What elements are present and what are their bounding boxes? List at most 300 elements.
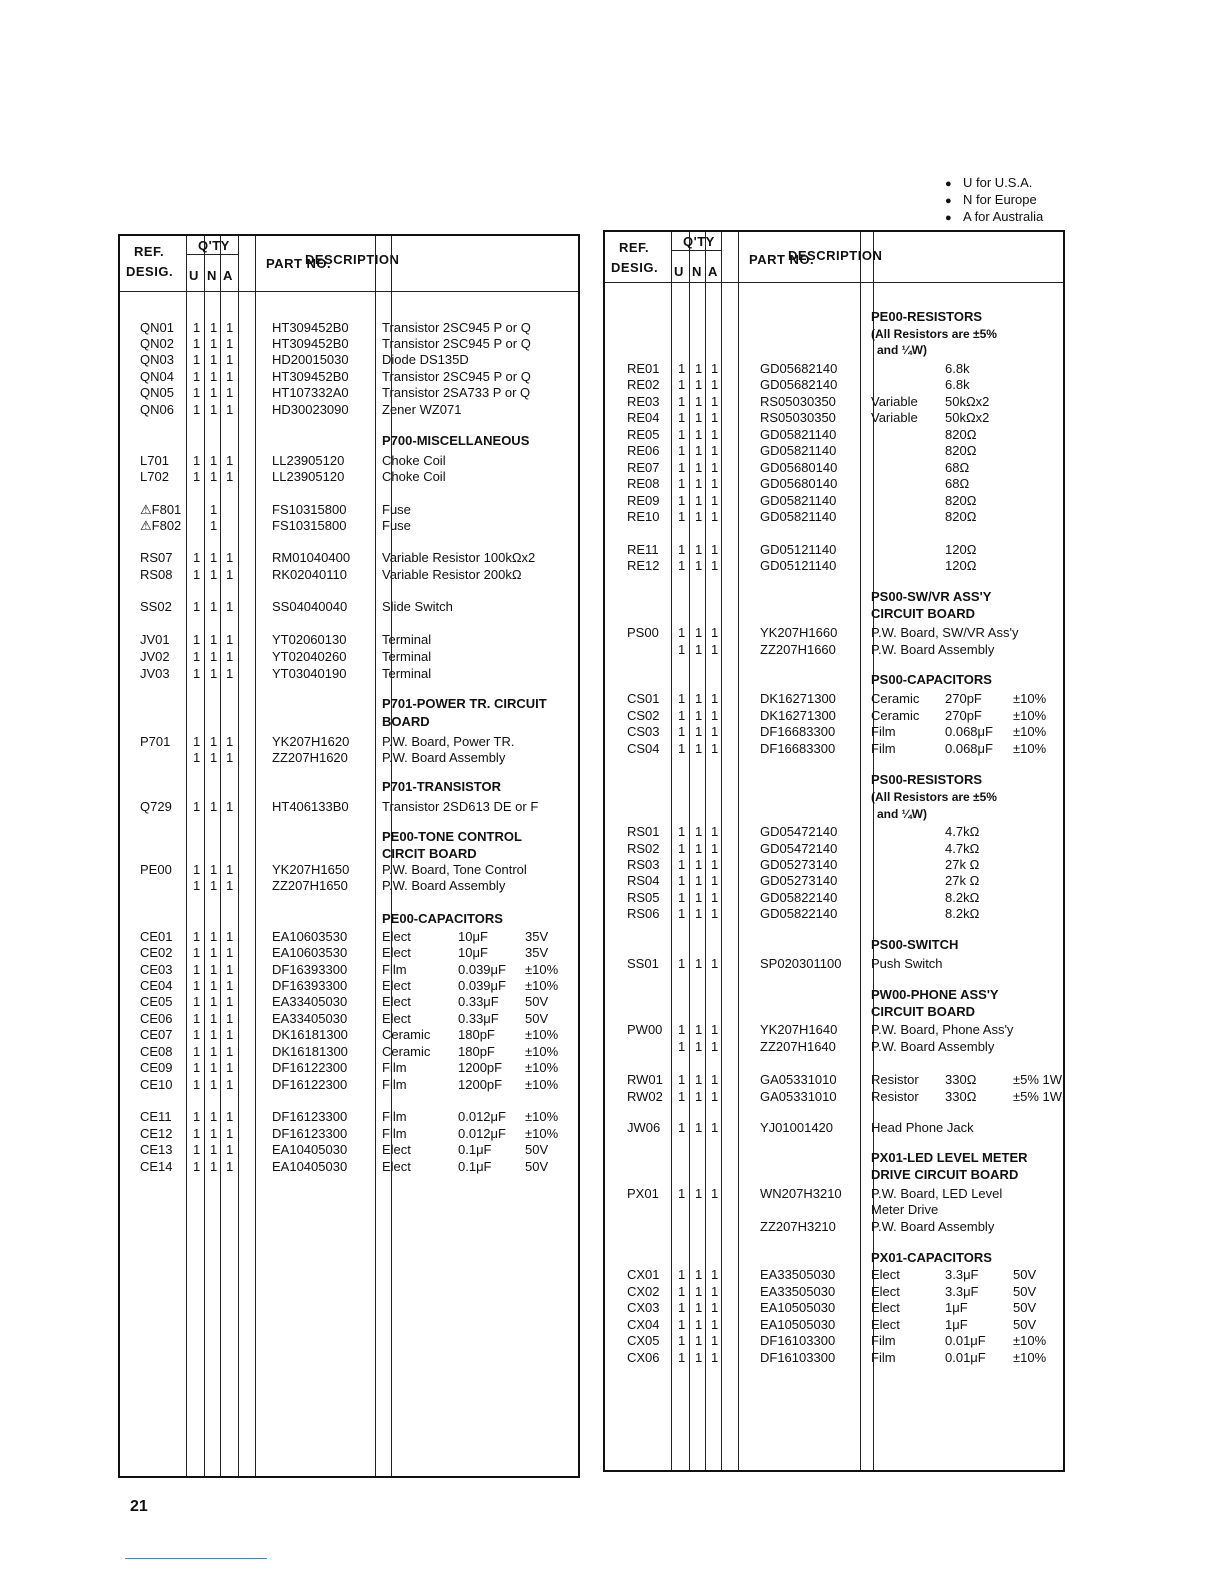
ref-designator: ⚠F802 (140, 518, 182, 533)
table-row (605, 509, 1063, 525)
description: P.W. Board, Tone Control (382, 862, 527, 877)
qty-u: 1 (193, 402, 201, 417)
part-number: ZZ207H1650 (272, 878, 348, 893)
description-type: Ceramic (382, 1027, 431, 1042)
ref-designator: RE04 (627, 410, 660, 425)
qty-n: 1 (695, 1072, 703, 1087)
description: Transistor 2SA733 P or Q (382, 385, 531, 400)
qty-a: 1 (711, 361, 719, 376)
header-desig: DESIG. (611, 260, 659, 275)
qty-u: 1 (678, 857, 686, 872)
description-value: 3.3μF (945, 1284, 979, 1299)
part-number: HT406133B0 (272, 799, 349, 814)
ref-designator: JV01 (140, 632, 170, 647)
part-number: DF16103300 (760, 1350, 836, 1365)
page-number: 21 (130, 1498, 148, 1515)
description-rating: ±10% (525, 1077, 559, 1092)
part-number: RM01040400 (272, 550, 351, 565)
part-number: GD05273140 (760, 873, 838, 888)
ref-designator: RS08 (140, 567, 173, 582)
part-number: GD05821140 (760, 493, 837, 508)
description-value: 1μF (945, 1300, 968, 1315)
part-number: EA33505030 (760, 1284, 836, 1299)
table-row (605, 1300, 1063, 1316)
qty-u: 1 (193, 352, 201, 367)
table-row (605, 691, 1063, 707)
table-row (605, 625, 1063, 641)
part-number: YT02060130 (272, 632, 347, 647)
table-row (605, 476, 1063, 492)
description-type: Elect (382, 945, 411, 960)
qty-a: 1 (711, 642, 719, 657)
description-type: Film (382, 962, 407, 977)
qty-n: 1 (695, 1267, 703, 1282)
description-value: 6.8k (945, 361, 970, 376)
ref-designator: RE06 (627, 443, 660, 458)
ref-designator: SS01 (627, 956, 659, 971)
table-row (605, 394, 1063, 410)
qty-n: 1 (210, 649, 218, 664)
qty-a: 1 (711, 1039, 719, 1054)
qty-n: 1 (210, 1142, 218, 1157)
description-value: 0.068μF (945, 724, 993, 739)
description-value: 820Ω (945, 427, 977, 442)
section-heading: P701-TRANSISTOR (382, 779, 501, 794)
ref-designator: SS02 (140, 599, 172, 614)
qty-n: 1 (210, 1126, 218, 1141)
qty-a: 1 (711, 1022, 719, 1037)
ref-designator: CX05 (627, 1333, 660, 1348)
column-divider (238, 236, 239, 1476)
qty-u: 1 (678, 1267, 686, 1282)
qty-n: 1 (695, 493, 703, 508)
part-number: YT03040190 (272, 666, 347, 681)
qty-u: 1 (678, 625, 686, 640)
description: P.W. Board, Phone Ass'y (871, 1022, 1014, 1037)
description: Meter Drive (871, 1202, 939, 1217)
header-description: DESCRIPTION (305, 252, 400, 267)
description-value: 330Ω (945, 1089, 977, 1104)
ref-designator: QN06 (140, 402, 174, 417)
qty-a: 1 (711, 873, 719, 888)
part-number: DK16271300 (760, 691, 836, 706)
description-value: 1200pF (458, 1060, 503, 1075)
description-type: Film (382, 1077, 407, 1092)
table-row (605, 361, 1063, 377)
legend-item: ● N for Europe (945, 192, 1037, 207)
table-row (605, 1284, 1063, 1300)
header-part: PART NO. (749, 252, 815, 267)
qty-n: 1 (695, 476, 703, 491)
qty-n: 1 (695, 625, 703, 640)
qty-u: 1 (678, 1186, 686, 1201)
description-type: Ceramic (871, 691, 920, 706)
qty-u: 1 (678, 1317, 686, 1332)
qty-u: 1 (678, 1039, 686, 1054)
ref-designator: RE11 (627, 542, 659, 557)
part-number: GD05682140 (760, 361, 838, 376)
qty-u: 1 (193, 1044, 201, 1059)
qty-u: 1 (678, 476, 686, 491)
header-a: A (223, 268, 233, 283)
qty-n: 1 (695, 1186, 703, 1201)
description-value: 1200pF (458, 1077, 503, 1092)
section-heading: P701-POWER TR. CIRCUIT (382, 696, 547, 711)
qty-u: 1 (678, 890, 686, 905)
table-row (605, 558, 1063, 574)
ref-designator: CE12 (140, 1126, 173, 1141)
ref-designator: RW02 (627, 1089, 663, 1104)
description-value: 3.3μF (945, 1267, 979, 1282)
column-divider (255, 236, 256, 1476)
qty-u: 1 (193, 750, 201, 765)
table-row (605, 841, 1063, 857)
qty-a: 1 (226, 666, 234, 681)
header-rule (120, 291, 578, 292)
part-number: DF16683300 (760, 741, 836, 756)
description-value: 8.2kΩ (945, 890, 980, 905)
ref-designator: QN02 (140, 336, 174, 351)
qty-n: 1 (210, 994, 218, 1009)
column-divider (375, 236, 376, 1476)
table-row (120, 1077, 578, 1093)
part-number: EA10505030 (760, 1300, 836, 1315)
qty-a: 1 (226, 799, 234, 814)
qty-u: 1 (678, 1300, 686, 1315)
part-number: SP020301100 (760, 956, 842, 971)
qty-n: 1 (695, 857, 703, 872)
ref-designator: CE11 (140, 1109, 172, 1124)
qty-a: 1 (711, 956, 719, 971)
qty-a: 1 (226, 369, 234, 384)
table-row (120, 978, 578, 994)
qty-u: 1 (678, 873, 686, 888)
description-rating: ±10% (1013, 708, 1047, 723)
section-heading: PX01-CAPACITORS (871, 1250, 992, 1265)
qty-u: 1 (678, 1089, 686, 1104)
qty-u: 1 (193, 1060, 201, 1075)
part-number: GD05680140 (760, 460, 838, 475)
qty-u: 1 (193, 385, 201, 400)
table-row (605, 1039, 1063, 1055)
qty-n: 1 (695, 394, 703, 409)
qty-n: 1 (695, 427, 703, 442)
ref-designator: JV02 (140, 649, 170, 664)
ref-designator: CX01 (627, 1267, 660, 1282)
parts-table-left (118, 234, 580, 1478)
legend-item: ● U for U.S.A. (945, 175, 1033, 190)
description-value: 4.7kΩ (945, 824, 980, 839)
ref-designator: CE14 (140, 1159, 173, 1174)
qty-a: 1 (226, 1142, 234, 1157)
part-number: EA33505030 (760, 1267, 836, 1282)
header-a: A (708, 264, 718, 279)
table-row (605, 542, 1063, 558)
section-heading: PE00-CAPACITORS (382, 911, 503, 926)
description-value: 820Ω (945, 509, 977, 524)
qty-a: 1 (711, 427, 719, 442)
qty-u: 1 (678, 841, 686, 856)
qty-a: 1 (226, 402, 234, 417)
section-heading: PS00-CAPACITORS (871, 672, 992, 687)
qty-u: 1 (193, 320, 201, 335)
table-row (605, 1219, 1063, 1235)
qty-u: 1 (193, 929, 201, 944)
qty-u: 1 (678, 493, 686, 508)
qty-u: 1 (678, 824, 686, 839)
qty-n: 1 (210, 1159, 218, 1174)
qty-a: 1 (711, 841, 719, 856)
ref-designator: RS03 (627, 857, 660, 872)
qty-n: 1 (695, 956, 703, 971)
description-type: Elect (382, 994, 411, 1009)
description-rating: ±10% (1013, 1350, 1047, 1365)
description-type: Film (871, 1333, 896, 1348)
table-row (120, 1027, 578, 1043)
description: Terminal (382, 666, 432, 681)
part-number: EA33405030 (272, 1011, 348, 1026)
table-row (120, 649, 578, 665)
qty-a: 1 (711, 394, 719, 409)
ref-designator: CE09 (140, 1060, 173, 1075)
ref-designator: QN04 (140, 369, 174, 384)
ref-designator: RS02 (627, 841, 660, 856)
description-value: 10μF (458, 945, 488, 960)
description-type: Film (871, 741, 896, 756)
qty-a: 1 (226, 929, 234, 944)
qty-a: 1 (226, 550, 234, 565)
qty-a: 1 (711, 824, 719, 839)
qty-u: 1 (193, 994, 201, 1009)
description: Transistor 2SC945 P or Q (382, 320, 531, 335)
qty-u: 1 (678, 377, 686, 392)
header-description: DESCRIPTION (788, 248, 883, 263)
description: Head Phone Jack (871, 1120, 974, 1135)
qty-a: 1 (711, 1317, 719, 1332)
description-type: Elect (382, 1011, 411, 1026)
ref-designator: RE08 (627, 476, 660, 491)
table-row (605, 1120, 1063, 1136)
qty-a: 1 (711, 857, 719, 872)
qty-a: 1 (226, 1011, 234, 1026)
qty-a: 1 (711, 1120, 719, 1135)
description-rating: ±5% 1W (1013, 1072, 1063, 1087)
qty-a: 1 (226, 994, 234, 1009)
qty-u: 1 (678, 361, 686, 376)
ref-designator: CS02 (627, 708, 660, 723)
qty-n: 1 (210, 750, 218, 765)
part-number: DF16122300 (272, 1060, 348, 1075)
description-value: 0.33μF (458, 1011, 499, 1026)
part-number: EA33405030 (272, 994, 348, 1009)
qty-a: 1 (226, 453, 234, 468)
section-heading: (All Resistors are ±5% (871, 327, 997, 341)
qty-a: 1 (226, 978, 234, 993)
section-heading: CIRCUIT BOARD (871, 606, 975, 621)
header-qty: Q'TY (198, 238, 230, 253)
qty-u: 1 (678, 1120, 686, 1135)
qty-a: 1 (711, 691, 719, 706)
qty-n: 1 (210, 1044, 218, 1059)
table-row (120, 550, 578, 566)
footer-rule (125, 1558, 267, 1559)
ref-designator: QN03 (140, 352, 174, 367)
part-number: HT309452B0 (272, 320, 349, 335)
ref-designator: CS03 (627, 724, 660, 739)
table-row (605, 427, 1063, 443)
description-type: Elect (871, 1267, 900, 1282)
description-value: 330Ω (945, 1072, 977, 1087)
qty-a: 1 (226, 862, 234, 877)
section-heading: PS00-RESISTORS (871, 772, 983, 787)
ref-designator: PW00 (627, 1022, 663, 1037)
part-number: DK16181300 (272, 1044, 348, 1059)
bullet-icon: ● (945, 212, 952, 224)
table-row (605, 1350, 1063, 1366)
qty-n: 1 (695, 1120, 703, 1135)
qty-n: 1 (210, 862, 218, 877)
part-number: GD05821140 (760, 509, 837, 524)
ref-designator: L702 (140, 469, 169, 484)
qty-n: 1 (210, 666, 218, 681)
qty-n: 1 (210, 945, 218, 960)
table-row (605, 724, 1063, 740)
qty-n: 1 (210, 599, 218, 614)
ref-designator: JW06 (627, 1120, 661, 1135)
qty-n: 1 (695, 1317, 703, 1332)
qty-u: 1 (193, 666, 201, 681)
column-divider (186, 236, 187, 1476)
description-type: Elect (382, 929, 411, 944)
qty-u: 1 (193, 369, 201, 384)
qty-a: 1 (711, 1350, 719, 1365)
description-value: 68Ω (945, 476, 970, 491)
table-row (120, 799, 578, 815)
description: Fuse (382, 518, 411, 533)
qty-a: 1 (226, 385, 234, 400)
table-row (120, 567, 578, 583)
ref-designator: RE02 (627, 377, 660, 392)
ref-designator: CX03 (627, 1300, 660, 1315)
part-number: DF16393300 (272, 962, 348, 977)
table-row (120, 385, 578, 401)
ref-designator: Q729 (140, 799, 172, 814)
qty-a: 1 (711, 1072, 719, 1087)
table-row (605, 1022, 1063, 1038)
description: P.W. Board, SW/VR Ass'y (871, 625, 1019, 640)
description-rating: ±10% (525, 1109, 559, 1124)
part-number: DK16271300 (760, 708, 836, 723)
qty-n: 1 (695, 890, 703, 905)
qty-n: 1 (210, 734, 218, 749)
description-value: 0.01μF (945, 1333, 986, 1348)
description: Diode DS135D (382, 352, 469, 367)
section-heading: BOARD (382, 714, 430, 729)
table-row (120, 632, 578, 648)
qty-u: 1 (678, 427, 686, 442)
qty-a: 1 (226, 1126, 234, 1141)
qty-n: 1 (210, 469, 218, 484)
qty-n: 1 (210, 1109, 218, 1124)
part-number: GA05331010 (760, 1089, 837, 1104)
qty-n: 1 (695, 642, 703, 657)
qty-a: 1 (711, 542, 719, 557)
part-number: DF16103300 (760, 1333, 836, 1348)
description: P.W. Board Assembly (382, 750, 506, 765)
description-rating: 50V (1013, 1284, 1037, 1299)
qty-n: 1 (210, 336, 218, 351)
part-number: GD05472140 (760, 841, 838, 856)
description-rating: 50V (525, 1142, 549, 1157)
description-type: Elect (871, 1284, 900, 1299)
table-row (120, 1159, 578, 1175)
part-number: ZZ207H3210 (760, 1219, 836, 1234)
qty-a: 1 (711, 1333, 719, 1348)
qty-a: 1 (226, 878, 234, 893)
qty-u: 1 (678, 691, 686, 706)
description-rating: 50V (525, 1011, 549, 1026)
description-value: 8.2kΩ (945, 906, 980, 921)
table-row (605, 890, 1063, 906)
part-number: GD05682140 (760, 377, 838, 392)
qty-u: 1 (193, 862, 201, 877)
table-row (605, 824, 1063, 840)
section-heading: (All Resistors are ±5% (871, 790, 997, 804)
description: Slide Switch (382, 599, 453, 614)
qty-u: 1 (193, 550, 201, 565)
qty-a: 1 (226, 567, 234, 582)
section-heading: PS00-SW/VR ASS'Y (871, 589, 992, 604)
description: Zener WZ071 (382, 402, 462, 417)
part-number: YK207H1660 (760, 625, 838, 640)
part-number: ZZ207H1620 (272, 750, 348, 765)
ref-designator: RE07 (627, 460, 660, 475)
qty-n: 1 (695, 558, 703, 573)
table-row (120, 518, 578, 534)
qty-n: 1 (695, 691, 703, 706)
qty-u: 1 (678, 741, 686, 756)
qty-a: 1 (711, 1267, 719, 1282)
qty-n: 1 (210, 962, 218, 977)
description-value: 180pF (458, 1027, 495, 1042)
table-row (605, 642, 1063, 658)
section-heading: PW00-PHONE ASS'Y (871, 987, 999, 1002)
qty-u: 1 (678, 1333, 686, 1348)
qty-a: 1 (226, 945, 234, 960)
description-value: 0.1μF (458, 1142, 492, 1157)
description-rating: 35V (525, 945, 549, 960)
part-number: RK02040110 (272, 567, 347, 582)
description-value: 0.039μF (458, 962, 506, 977)
description-value: 120Ω (945, 542, 977, 557)
table-row (605, 1072, 1063, 1088)
description: Transistor 2SC945 P or Q (382, 369, 531, 384)
table-row (605, 906, 1063, 922)
qty-a: 1 (711, 1284, 719, 1299)
table-row (605, 1267, 1063, 1283)
description: Variable Resistor 200kΩ (382, 567, 522, 582)
qty-n: 1 (210, 1027, 218, 1042)
description: Fuse (382, 502, 411, 517)
part-number: DF16122300 (272, 1077, 348, 1092)
ref-designator: PS00 (627, 625, 659, 640)
qty-u: 1 (193, 567, 201, 582)
part-number: FS10315800 (272, 518, 347, 533)
part-number: WN207H3210 (760, 1186, 842, 1201)
part-number: HT309452B0 (272, 336, 349, 351)
part-number: GD05822140 (760, 890, 838, 905)
qty-a: 1 (711, 558, 719, 573)
